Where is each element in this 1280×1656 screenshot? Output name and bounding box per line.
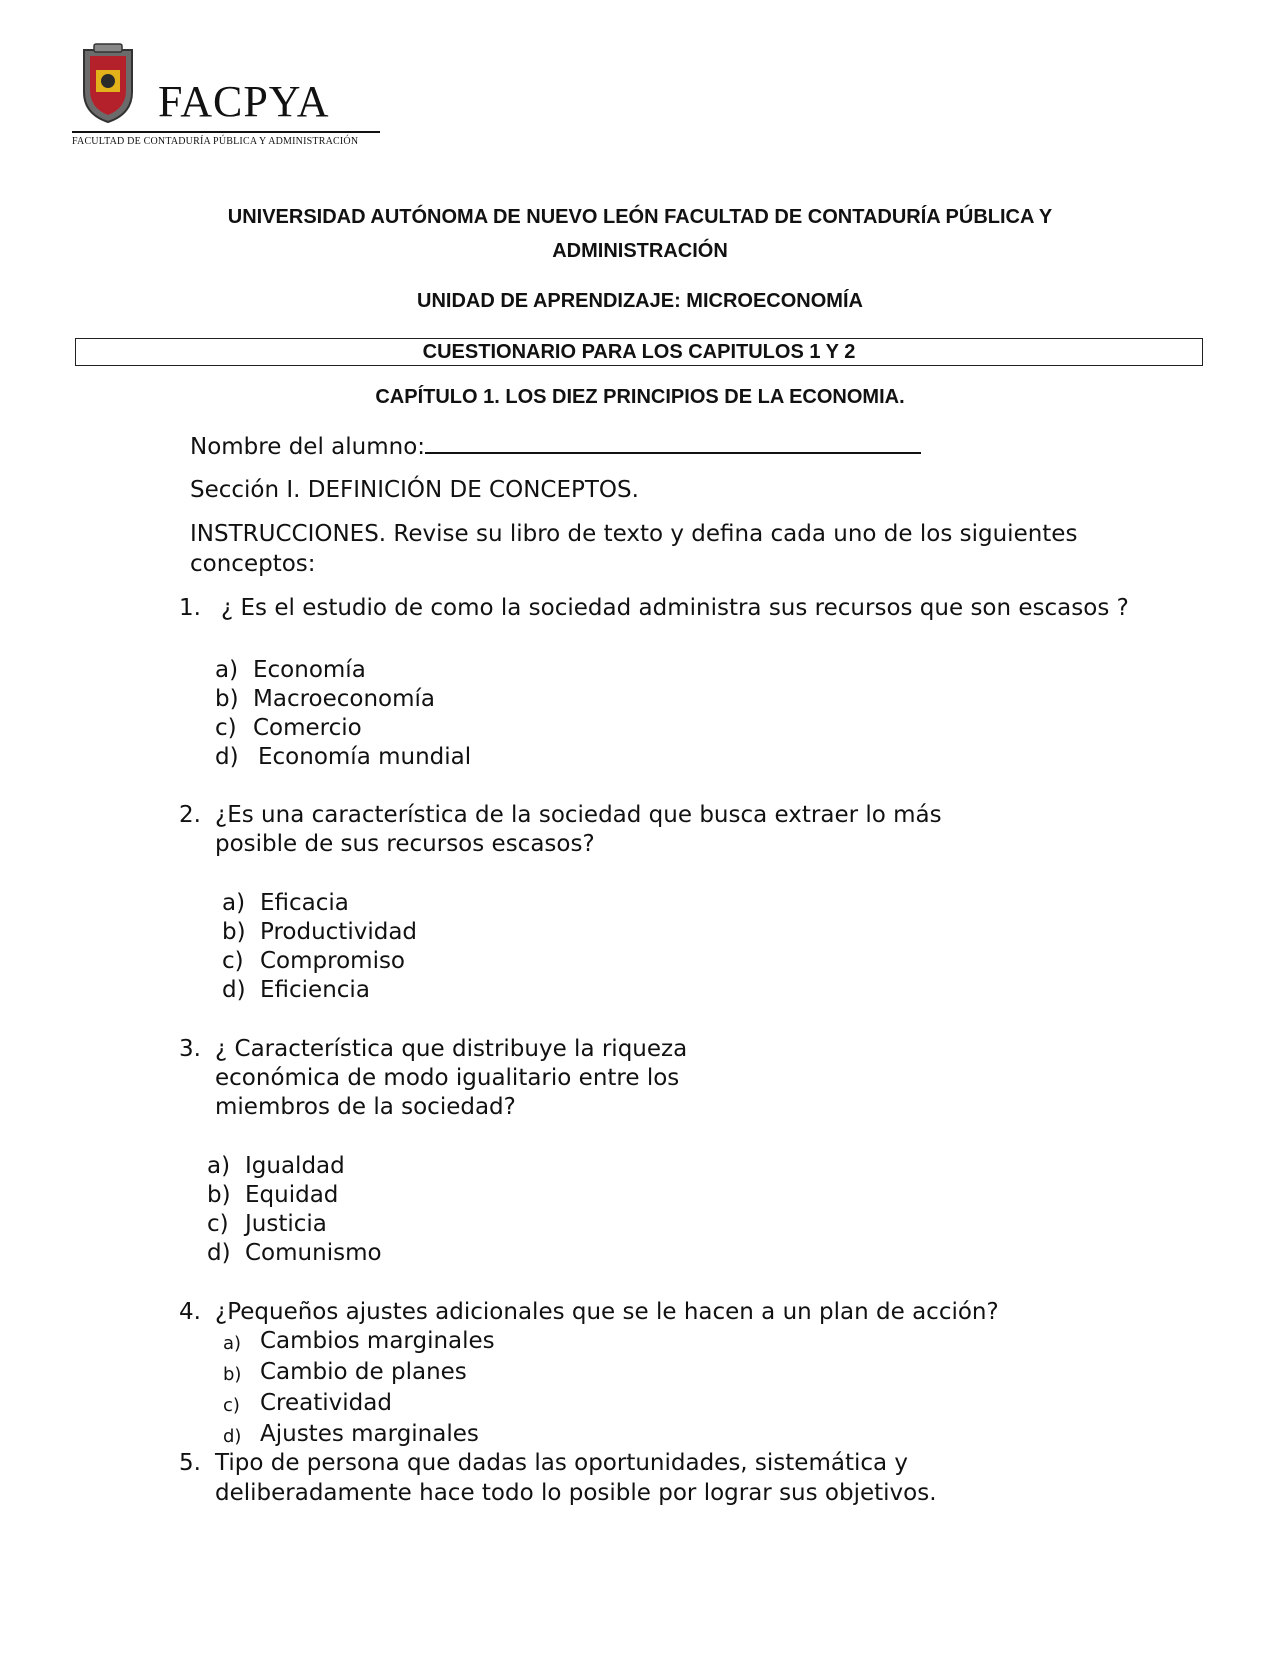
option-letter: a) [222,890,246,916]
option-text: Cambio de planes [260,1359,467,1385]
logo-divider [72,131,380,133]
question-text: económica de modo igualitario entre los [215,1065,680,1091]
student-name-label: Nombre del alumno: [190,434,426,460]
option-letter: a) [223,1333,242,1354]
option-letter: c) [222,948,244,974]
questionnaire-title-box: CUESTIONARIO PARA LOS CAPITULOS 1 Y 2 [75,338,1203,366]
university-title-line1: UNIVERSIDAD AUTÓNOMA DE NUEVO LEÓN FACULTAD DE CONTADURÍA PÚBLICA Y [227,206,1053,228]
option-text: Macroeconomía [253,686,436,712]
option-text: Cambios marginales [260,1328,495,1354]
question-text: ¿ Característica que distribuye la riqueza [215,1036,688,1062]
option-text: Compromiso [260,948,406,974]
option-letter: b) [207,1182,231,1208]
option-text: Equidad [245,1182,339,1208]
option-letter: b) [222,919,246,945]
option-text: Comunismo [245,1240,382,1266]
option-letter: b) [215,686,239,712]
question-number: 1. [179,595,201,621]
option-letter: a) [207,1153,231,1179]
university-title-line2: ADMINISTRACIÓN [552,240,728,262]
option-letter: d) [222,977,246,1003]
question-number: 3. [179,1036,201,1062]
question-text: Tipo de persona que dadas las oportunidades, sistemática y [215,1450,909,1476]
option-letter: b) [223,1364,242,1385]
option-text: Economía mundial [258,744,472,770]
option-letter: c) [215,715,237,741]
option-text: Justicia [245,1211,327,1237]
question-text: ¿Pequeños ajustes adicionales que se le hacen a un plan de acción? [215,1299,999,1325]
option-letter: d) [207,1240,231,1266]
university-crest-icon [76,40,140,124]
student-name-line [190,430,921,462]
logo-subtitle: FACULTAD DE CONTADURÍA PÚBLICA Y ADMINISTRACIÓN [72,136,359,147]
instructions-line2: conceptos: [190,551,316,577]
question-text: deliberadamente hace todo lo posible por lograr sus objetivos. [215,1480,937,1506]
question-number: 4. [179,1299,201,1325]
option-letter: a) [215,657,239,683]
instructions-line1: INSTRUCCIONES. Revise su libro de texto y defina cada uno de los siguientes [190,521,1078,547]
option-text: Productividad [260,919,418,945]
question-text: ¿ Es el estudio de como la sociedad administra sus recursos que son escasos ? [221,595,1129,621]
option-text: Economía [253,657,366,683]
section-title: Sección I. DEFINICIÓN DE CONCEPTOS. [190,477,639,503]
facpya-logo [72,40,392,150]
question-text: ¿Es una característica de la sociedad que busca extraer lo más [215,802,942,828]
chapter-title: CAPÍTULO 1. LOS DIEZ PRINCIPIOS DE LA ECONOMIA. [375,386,905,408]
learning-unit-title: UNIDAD DE APRENDIZAJE: MICROECONOMÍA [417,290,863,312]
question-text: posible de sus recursos escasos? [215,831,595,857]
option-letter: c) [223,1395,240,1416]
option-text: Ajustes marginales [260,1421,479,1447]
logo-wordmark: FACPYA [158,77,330,126]
option-text: Eficacia [260,890,349,916]
option-letter: d) [215,744,239,770]
question-text: miembros de la sociedad? [215,1094,516,1120]
option-text: Creatividad [260,1390,392,1416]
option-text: Eficiencia [260,977,370,1003]
option-letter: c) [207,1211,229,1237]
question-number: 5. [179,1450,201,1476]
option-text: Igualdad [245,1153,345,1179]
option-text: Comercio [253,715,362,741]
student-name-blank [425,430,921,454]
option-letter: d) [223,1426,242,1447]
question-number: 2. [179,802,201,828]
